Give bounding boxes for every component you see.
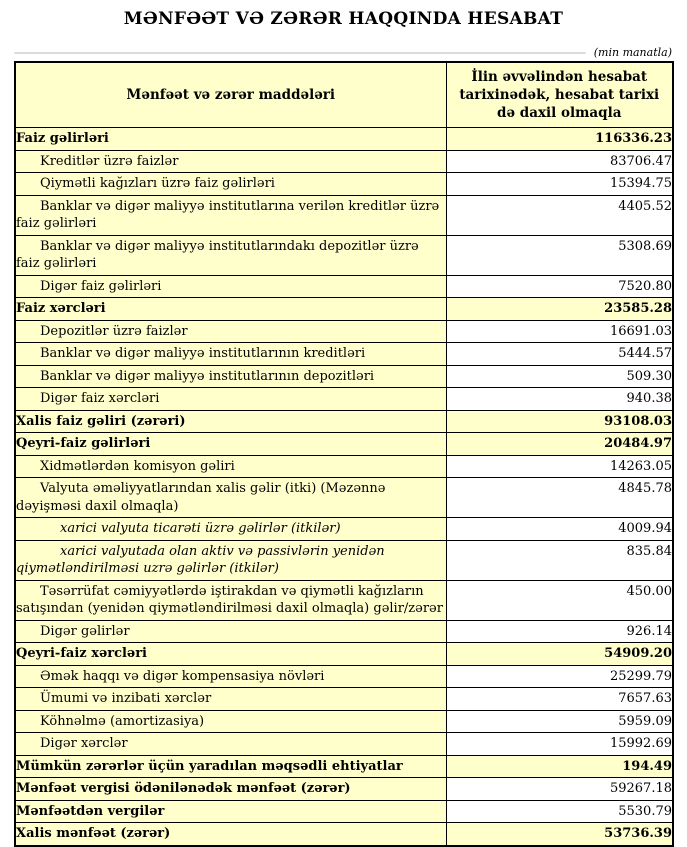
- unit-note-row: [14, 46, 672, 59]
- row-label: Digər gəlirlər: [15, 620, 446, 643]
- row-value: 5530.79: [446, 800, 673, 823]
- row-value: 23585.28: [446, 298, 673, 321]
- row-value: 7657.63: [446, 688, 673, 711]
- table-row: [15, 800, 673, 823]
- table-row: [15, 540, 673, 580]
- row-label: Banklar və digər maliyyə institutlarındakı depozitlər üzrə faiz gəlirləri: [15, 235, 446, 275]
- row-value: 5444.57: [446, 343, 673, 366]
- row-value: 59267.18: [446, 778, 673, 801]
- row-value: 15992.69: [446, 733, 673, 756]
- table-body: [15, 128, 673, 846]
- table-row: [15, 235, 673, 275]
- table-row: [15, 755, 673, 778]
- row-value: 940.38: [446, 388, 673, 411]
- row-label: Valyuta əməliyyatlarından xalis gəlir (itki) (Məzənnə dəyişməsi daxil olmaqla): [15, 478, 446, 518]
- row-label: Digər faiz xərcləri: [15, 388, 446, 411]
- row-value: 116336.23: [446, 128, 673, 151]
- row-label: Kreditlər üzrə faizlər: [15, 150, 446, 173]
- row-value: 54909.20: [446, 643, 673, 666]
- row-value: 20484.97: [446, 433, 673, 456]
- row-value: 509.30: [446, 365, 673, 388]
- row-value: 15394.75: [446, 173, 673, 196]
- row-value: 7520.80: [446, 275, 673, 298]
- table-row: [15, 298, 673, 321]
- row-label: Mənfəət vergisi ödənilənədək mənfəət (zərər): [15, 778, 446, 801]
- row-label: Digər xərclər: [15, 733, 446, 756]
- table-row: [15, 455, 673, 478]
- table-row: [15, 320, 673, 343]
- row-label: Banklar və digər maliyyə institutlarının depozitləri: [15, 365, 446, 388]
- profit-loss-table: [14, 61, 674, 847]
- row-value: 450.00: [446, 580, 673, 620]
- row-label: Köhnəlmə (amortizasiya): [15, 710, 446, 733]
- row-value: 4405.52: [446, 195, 673, 235]
- row-label: Depozitlər üzrə faizlər: [15, 320, 446, 343]
- table-row: [15, 195, 673, 235]
- table-header-row: [15, 62, 673, 128]
- table-row: [15, 643, 673, 666]
- row-value: 4845.78: [446, 478, 673, 518]
- row-value: 16691.03: [446, 320, 673, 343]
- row-label: Qeyri-faiz gəlirləri: [15, 433, 446, 456]
- row-label: Xalis faiz gəliri (zərəri): [15, 410, 446, 433]
- row-value: 5959.09: [446, 710, 673, 733]
- column-header-items: Mənfəət və zərər maddələri: [15, 62, 446, 128]
- table-row: [15, 388, 673, 411]
- row-label: Banklar və digər maliyyə institutlarının kreditləri: [15, 343, 446, 366]
- table-row: [15, 128, 673, 151]
- row-label: Təsərrüfat cəmiyyətlərdə iştirakdan və qiymətli kağızların satışından (yenidən qiymətləndirilməsi daxil olmaqla) gəlir/zərər: [15, 580, 446, 620]
- row-value: 835.84: [446, 540, 673, 580]
- table-row: [15, 733, 673, 756]
- row-value: 5308.69: [446, 235, 673, 275]
- table-row: [15, 518, 673, 541]
- row-label: Əmək haqqı və digər kompensasiya növləri: [15, 665, 446, 688]
- row-label: Mümkün zərərlər üçün yaradılan məqsədli ehtiyatlar: [15, 755, 446, 778]
- row-value: 194.49: [446, 755, 673, 778]
- table-row: [15, 710, 673, 733]
- table-row: [15, 688, 673, 711]
- table-row: [15, 275, 673, 298]
- table-row: [15, 620, 673, 643]
- row-label: Ümumi və inzibati xərclər: [15, 688, 446, 711]
- row-label: Xidmətlərdən komisyon gəliri: [15, 455, 446, 478]
- table-row: [15, 410, 673, 433]
- table-row: [15, 665, 673, 688]
- row-value: 93108.03: [446, 410, 673, 433]
- table-row: [15, 150, 673, 173]
- row-label: Mənfəətdən vergilər: [15, 800, 446, 823]
- row-label: Banklar və digər maliyyə institutlarına verilən kreditlər üzrə faiz gəlirləri: [15, 195, 446, 235]
- row-label: Xalis mənfəət (zərər): [15, 823, 446, 846]
- row-label: xarici valyutada olan aktiv və passivlərin yenidən qiymətləndirilməsi uzrə gəlirlər (itkilər): [15, 540, 446, 580]
- row-value: 4009.94: [446, 518, 673, 541]
- row-label: xarici valyuta ticarəti üzrə gəlirlər (itkilər): [15, 518, 446, 541]
- row-label: Digər faiz gəlirləri: [15, 275, 446, 298]
- row-value: 83706.47: [446, 150, 673, 173]
- table-row: [15, 778, 673, 801]
- table-row: [15, 173, 673, 196]
- row-value: 926.14: [446, 620, 673, 643]
- row-label: Qeyri-faiz xərcləri: [15, 643, 446, 666]
- row-value: 25299.79: [446, 665, 673, 688]
- row-value: 53736.39: [446, 823, 673, 846]
- table-row: [15, 433, 673, 456]
- table-row: [15, 478, 673, 518]
- page-title: MƏNFƏƏT VƏ ZƏRƏR HAQQINDA HESABAT: [123, 9, 564, 29]
- table-row: [15, 580, 673, 620]
- table-row: [15, 365, 673, 388]
- table-row: [15, 343, 673, 366]
- row-label: Faiz xərcləri: [15, 298, 446, 321]
- row-label: Qiymətli kağızları üzrə faiz gəlirləri: [15, 173, 446, 196]
- row-label: Faiz gəlirləri: [15, 128, 446, 151]
- column-header-amount: İlin əvvəlindən hesabat tarixinədək, hesabat tarixi də daxil olmaqla: [446, 62, 673, 128]
- unit-note: (min manatla): [593, 46, 672, 59]
- row-value: 14263.05: [446, 455, 673, 478]
- faded-rule: [14, 52, 586, 54]
